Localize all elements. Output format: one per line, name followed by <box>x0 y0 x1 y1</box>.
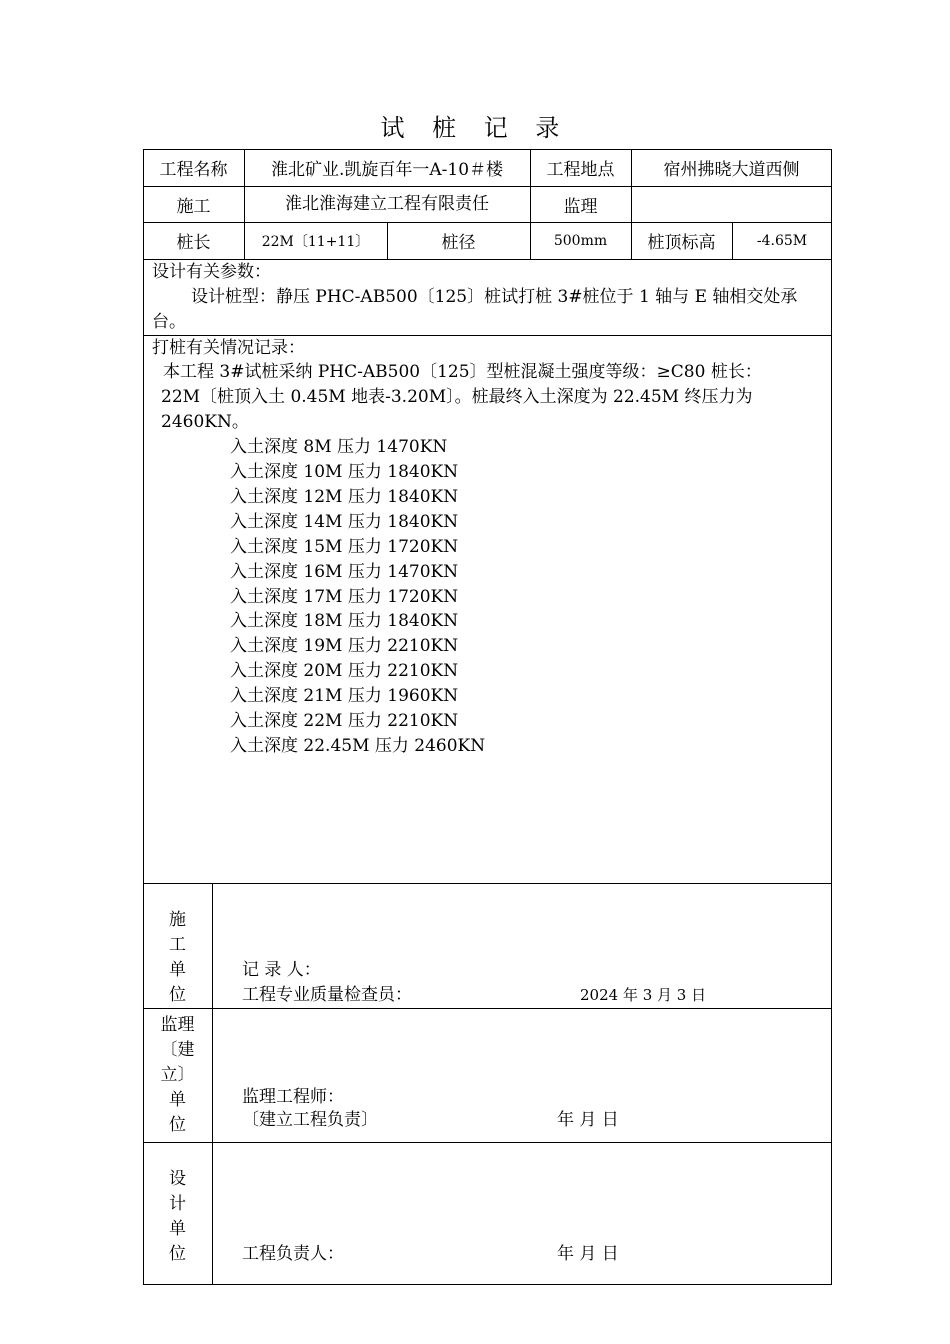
construction-value: 淮北淮海建立工程有限责任 <box>285 194 489 214</box>
design-params-line: 设计桩型：静压 PHC-AB500〔125〕桩试打桩 3#桩位于 1 轴与 E 轴相交处承 <box>191 287 798 307</box>
depth-pressure-record: 入土深度 15M 压力 1720KN <box>230 537 459 557</box>
supervision-date: 年 月 日 <box>557 1110 619 1130</box>
row-divider <box>143 1142 832 1143</box>
driving-summary-line: 22M〔桩顶入土 0.45M 地表-3.20M〕。桩最终入土深度为 22.45M 终压力为 <box>161 387 753 407</box>
recorder-label: 记 录 人： <box>242 960 321 980</box>
depth-pressure-record: 入土深度 22M 压力 2210KN <box>230 711 459 731</box>
construction-label: 施工 <box>176 197 211 217</box>
col-divider <box>212 883 213 1285</box>
construction-date: 2024 年 3 月 3 日 <box>580 986 707 1004</box>
pile-length-value: 22M〔11+11〕 <box>261 233 370 250</box>
design-unit-label: 设 计 单 位 <box>169 1169 186 1264</box>
depth-pressure-record: 入土深度 20M 压力 2210KN <box>230 661 459 681</box>
project-location-label: 工程地点 <box>546 160 615 180</box>
project-manager-label: 工程负责人： <box>242 1244 344 1264</box>
pile-length-label: 桩长 <box>176 233 211 253</box>
quality-inspector-label: 工程专业质量检查员： <box>242 985 412 1005</box>
depth-pressure-record: 入土深度 16M 压力 1470KN <box>230 562 459 582</box>
project-name-value: 淮北矿业.凯旋百年一A-10＃楼 <box>270 160 504 180</box>
supervision-value <box>631 186 832 223</box>
design-params-label: 设计有关参数： <box>152 262 271 282</box>
depth-pressure-record: 入土深度 14M 压力 1840KN <box>230 512 459 532</box>
supervision-unit-label: 监理 〔建 立〕 单 位 <box>160 1015 195 1135</box>
pile-top-elevation-label: 桩顶标高 <box>647 233 716 253</box>
supervision-engineer-note: 〔建立工程负责〕 <box>242 1110 378 1130</box>
driving-summary-line: 本工程 3#试桩采纳 PHC-AB500〔125〕型桩混凝土强度等级：≥C80 桩长： <box>163 362 762 382</box>
depth-pressure-record: 入土深度 18M 压力 1840KN <box>230 611 459 631</box>
row-divider <box>143 883 832 884</box>
supervision-label: 监理 <box>563 197 598 217</box>
depth-pressure-record: 入土深度 12M 压力 1840KN <box>230 487 459 507</box>
driving-summary-line: 2460KN。 <box>161 412 249 432</box>
supervision-engineer-label: 监理工程师： <box>242 1087 344 1107</box>
row-divider <box>143 1008 832 1009</box>
design-date: 年 月 日 <box>557 1244 619 1264</box>
depth-pressure-record: 入土深度 10M 压力 1840KN <box>230 462 459 482</box>
depth-pressure-record: 入土深度 21M 压力 1960KN <box>230 686 459 706</box>
construction-unit-label: 施 工 单 位 <box>169 910 186 1005</box>
design-params-line: 台。 <box>152 312 186 332</box>
depth-pressure-record: 入土深度 8M 压力 1470KN <box>230 437 448 457</box>
page-title: 试 桩 记 录 <box>380 114 570 142</box>
pile-diameter-label: 桩径 <box>441 233 476 253</box>
pile-diameter-value: 500mm <box>553 232 608 249</box>
project-name-label: 工程名称 <box>159 160 228 180</box>
driving-records-label: 打桩有关情况记录： <box>152 338 305 358</box>
project-location-value: 宿州拂晓大道西侧 <box>663 160 800 180</box>
depth-pressure-record: 入土深度 19M 压力 2210KN <box>230 636 459 656</box>
depth-pressure-record: 入土深度 22.45M 压力 2460KN <box>230 736 486 756</box>
depth-pressure-record: 入土深度 17M 压力 1720KN <box>230 587 459 607</box>
pile-top-elevation-value: -4.65M <box>756 232 808 249</box>
